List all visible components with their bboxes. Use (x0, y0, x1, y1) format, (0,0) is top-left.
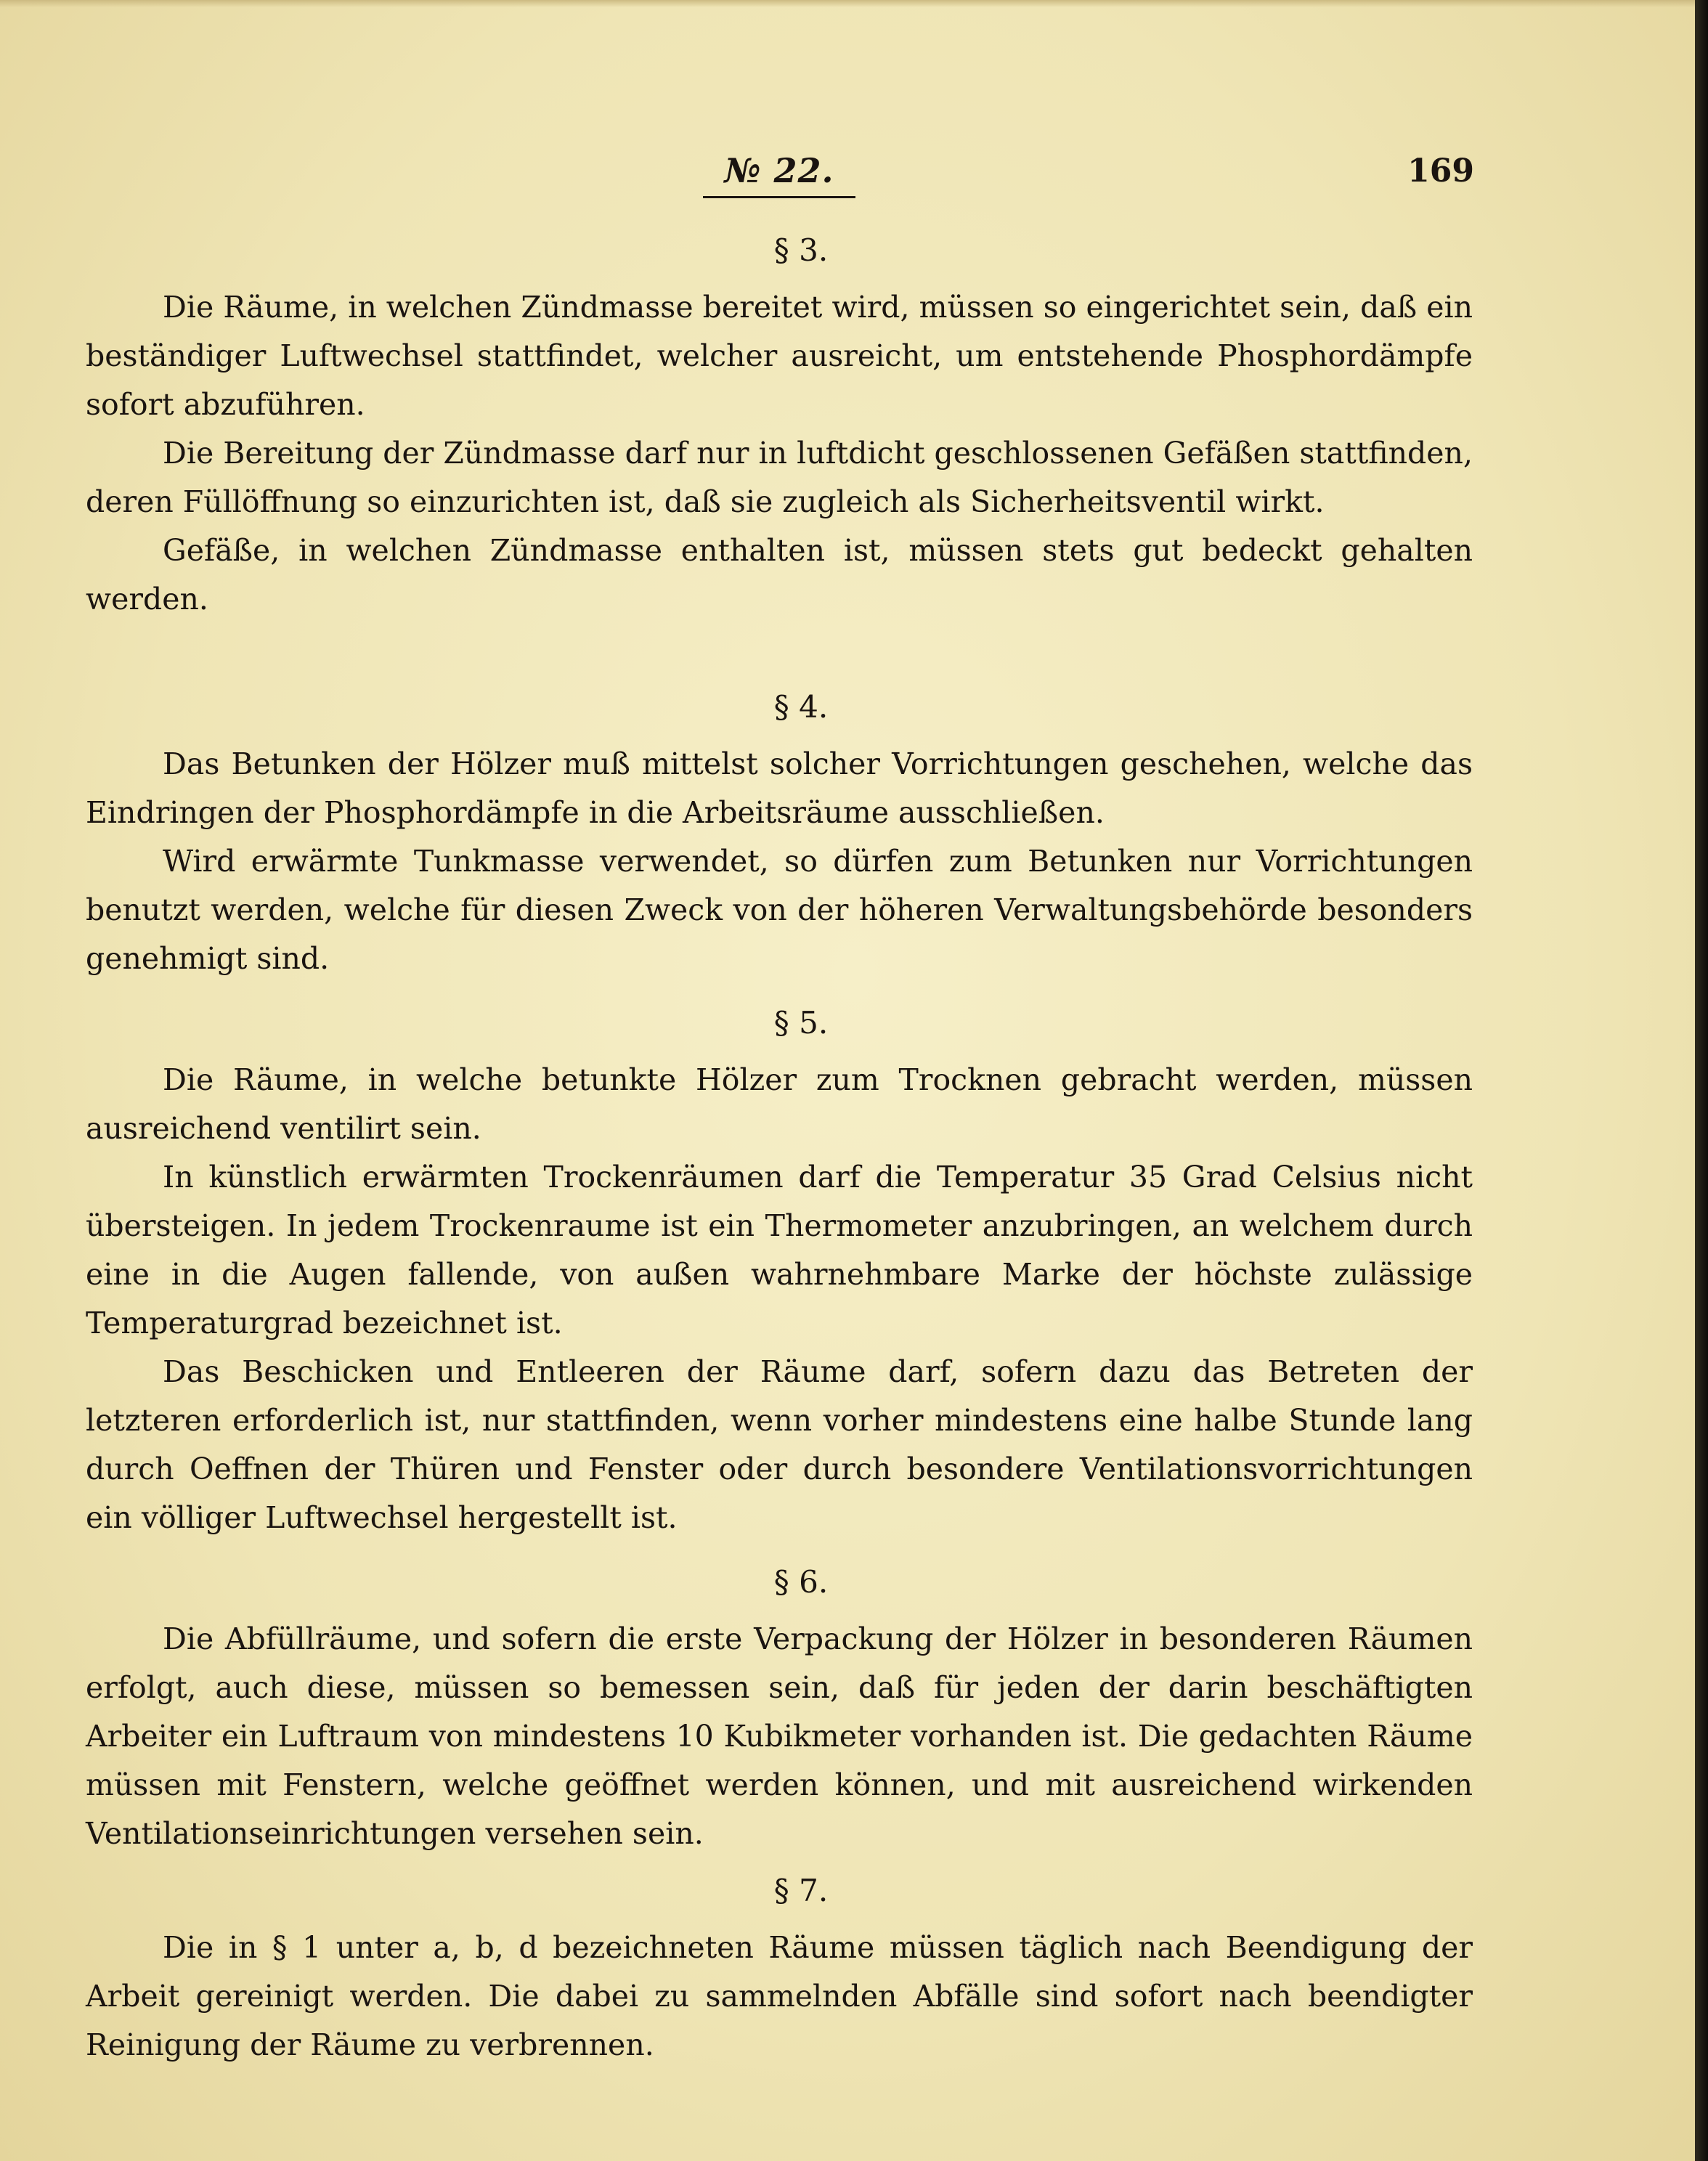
page-header (0, 145, 1708, 211)
page-top-shadow (0, 0, 1695, 7)
issue-number: № 22. (724, 151, 834, 190)
section-heading: § 4. (773, 689, 829, 725)
page-number: 169 (1407, 152, 1474, 190)
page-right-edge (1695, 0, 1708, 2161)
paragraph: Das Betunken der Hölzer muß mittelst solcher Vorrichtungen geschehen, welche das Eindringen der Phosphordämpfe in die Arbeitsräume ausschließen. (86, 746, 1473, 830)
section-heading: § 6. (773, 1564, 829, 1600)
paragraph: Die Räume, in welchen Zündmasse bereitet wird, müssen so eingerichtet sein, daß ein beständiger Luftwechsel stattfindet, welcher ausreicht, um entstehende Phosphordämpfe sofort abzuführen. (86, 290, 1473, 422)
section-7 (86, 1858, 1473, 2070)
section-5 (86, 990, 1473, 1542)
paragraph: Gefäße, in welchen Zündmasse enthalten ist, müssen stets gut bedeckt gehalten werden. (86, 533, 1473, 616)
section-3 (86, 218, 1473, 624)
paragraph: Die Abfüllräume, und sofern die erste Verpackung der Hölzer in besonderen Räumen erfolgt, auch diese, müssen so bemessen sein, daß für jeden der darin beschäftigten Arbeiter ein Luftraum von mindestens 10 Kubikmeter vorhanden ist. Die gedachten Räume müssen mit Fenstern, welche geöffnet werden können, und mit ausreichend wirkenden Ventilationseinrichtungen versehen sein. (86, 1621, 1473, 1851)
paragraph: Das Beschicken und Entleeren der Räume darf, sofern dazu das Betreten der letzteren erforderlich ist, nur stattfinden, wenn vorher mindestens eine halbe Stunde lang durch Oeffnen der Thüren und Fenster oder durch besondere Ventilationsvorrichtungen ein völliger Luftwechsel hergestellt ist. (86, 1354, 1473, 1535)
document-body (86, 218, 1473, 2070)
paragraph: In künstlich erwärmten Trockenräumen darf die Temperatur 35 Grad Celsius nicht übersteigen. In jedem Trockenraume ist ein Thermometer anzubringen, an welchem durch eine in die Augen fallende, von außen wahrnehmbare Marke der höchste zulässige Temperaturgrad bezeichnet ist. (86, 1160, 1473, 1340)
paragraph: Die in § 1 unter a, b, d bezeichneten Räume müssen täglich nach Beendigung der Arbeit gereinigt werden. Die dabei zu sammelnden Abfälle sind sofort nach beendigter Reinigung der Räume zu verbrennen. (86, 1930, 1473, 2062)
section-6 (86, 1550, 1473, 1858)
paragraph: Wird erwärmte Tunkmasse verwendet, so dürfen zum Betunken nur Vorrichtungen benutzt werden, welche für diesen Zweck von der höheren Verwaltungsbehörde besonders genehmigt sind. (86, 844, 1473, 976)
paragraph: Die Bereitung der Zündmasse darf nur in luftdicht geschlossenen Gefäßen stattfinden, deren Füllöffnung so einzurichten ist, daß sie zugleich als Sicherheitsventil wirkt. (86, 436, 1473, 519)
section-heading: § 7. (773, 1873, 829, 1908)
paragraph: Die Räume, in welche betunkte Hölzer zum Trocknen gebracht werden, müssen ausreichend ventilirt sein. (86, 1062, 1473, 1146)
section-heading: § 3. (773, 232, 829, 268)
section-4 (86, 675, 1473, 983)
issue-underline (703, 196, 855, 198)
section-heading: § 5. (773, 1005, 829, 1041)
